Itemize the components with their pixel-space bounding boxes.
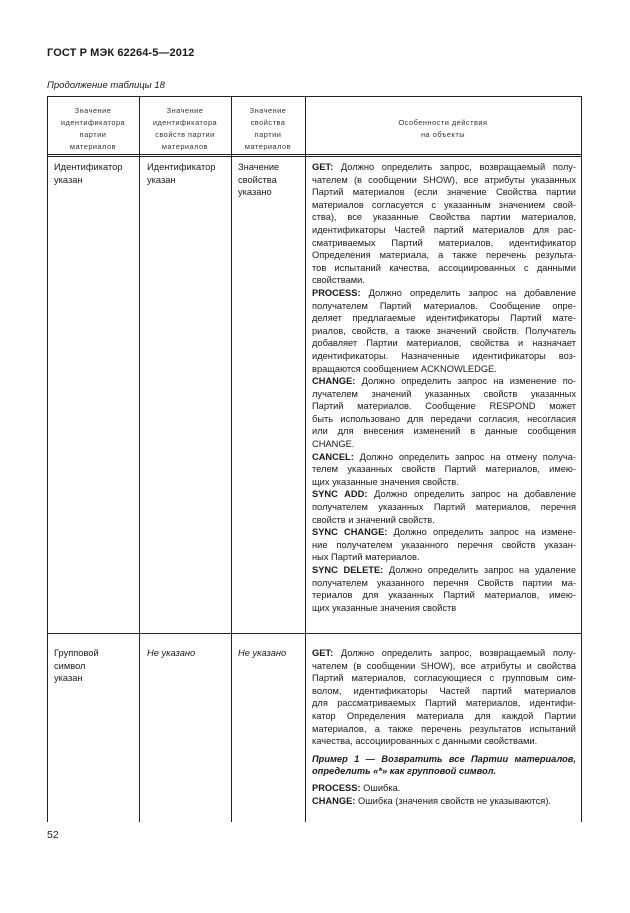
row2-description [312,647,576,807]
row1-col3: Значение свойства указано [238,162,280,198]
table-border-right [581,97,582,822]
change-entry: CHANGE: Должно определить запрос на изменение по- лучателем значений указанных свойств указанных Партий материалов. Сообщение RESPOND может быть использовано для передачи согласия, несогласия или для внесения изменений в данные сообщения CHANGE. [312,376,576,450]
sync-change-entry: SYNC CHANGE: Должно определить запрос на измене- ние получателем указанного перечня свойств указан- ных Партий материалов. [312,527,576,563]
get-entry: GET: Должно определить запрос, возвращаемый полу- чателем (в сообщении SHOW), все атрибуты указанных Партий материалов (если значение Свойства партии материалов согласуется с указанным значением свой- ства), все указанные Свойства партии материалов, идентификаторы Частей партий материалов для рас- сматриваемых Партий материалов, идентификатор Определения материала, а также перечень результа- тов испытаний качества, ассоциированных с данными свойствами. [312,162,576,286]
column-divider-1 [139,97,140,822]
row1-col1: Идентификатор указан [54,162,123,185]
page-number: 52 [47,829,59,841]
table-18 [47,96,582,822]
sync-add-entry: SYNC ADD: Должно определить запрос на добавление получателем указанных Партий материалов, перечня свойств и значений свойств. [312,489,577,525]
process-entry: PROCESS: Ошибка. [312,782,401,793]
header-col-3: Значение свойства партии материалов [244,106,292,151]
header-col-1: Значение идентификатора партии материалов [60,106,126,151]
table-border-left [47,97,48,822]
cancel-entry: CANCEL: Должно определить запрос на отмену получа- телем указанных свойств Партий материалов, имею- щих указанные значения свойств. [312,451,576,487]
header-separator [47,154,582,157]
row-separator [47,633,582,634]
row2-col1: Групповой символ указан [54,648,99,684]
document-code: ГОСТ Р МЭК 62264-5—2012 [47,47,195,59]
sync-delete-entry: SYNC DELETE: Должно определить запрос на удаление получателем указанного перечня Свойств партии ма- териалов для указанных Партий материалов, имею- щих указанные значения свойств [312,565,576,613]
header-col-2: Значение идентификатора свойств партии материалов [152,106,218,151]
header-col-4: Особенности действия на объекты [398,118,488,139]
row2-col2: Не указано [147,648,196,658]
table-caption: Продолжение таблицы 18 [47,80,165,91]
row2-col3: Не указано [238,648,287,658]
column-divider-3 [305,97,306,822]
row1-col2: Идентификатор указан [147,162,216,185]
get-entry: GET: Должно определить запрос, возвращаемый полу- чателем (в сообщении SHOW), все атрибуты и свойства Партий материалов, согласующиеся с групповым сим- волом, идентификаторы Частей партий материалов для рассматриваемых Партий материалов, идентифи- катор Определения материала для каждой Партии материалов, а также перечень результатов испытаний качества, ассоциированных с данными свойствами. [312,648,576,747]
example-note: Пример 1 — Возвратить все Партии материалов, определить «*» как групповой символ. [312,753,576,777]
process-entry: PROCESS: Должно определить запрос на добавление получателем Партий материалов. Сообщение опре- деляет предлагаемые идентификаторы Партий мате- риалов, свойств, а также значений свойств. Получатель добавляет Партии материалов, свойства и назначает идентификаторы. Назначенные идентификаторы воз- вращаются сообщением ACKNOWLEDGE. [312,287,576,374]
change-entry: CHANGE: Ошибка (значения свойств не указываются). [312,795,552,806]
column-divider-2 [231,97,232,822]
row1-description [312,161,576,614]
